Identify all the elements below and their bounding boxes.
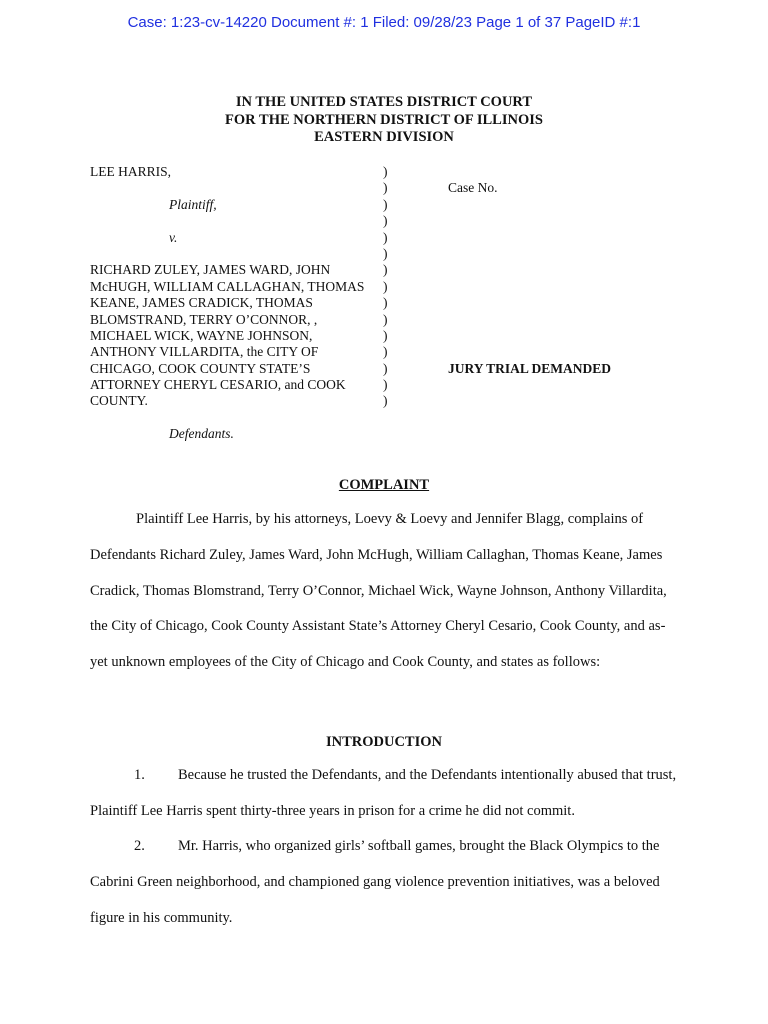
case-number-label: Case No. [448,180,498,195]
paren: ) [383,393,388,409]
paren: ) [383,278,388,294]
paren: ) [383,213,388,229]
paragraph-text: Mr. Harris, who organized girls’ softball games, brought the Black Olympics to the Cabrini Green neighborhood, and championed gang violence prevention initiatives, was a beloved figure in his community. [90,838,660,926]
paren: ) [383,377,388,393]
paren: ) [383,229,388,245]
defendant-line: CHICAGO, COOK COUNTY STATE’S [90,360,311,376]
court-line-3: EASTERN DIVISION [314,129,454,145]
defendant-line: KEANE, JAMES CRADICK, THOMAS [90,295,313,311]
party-block [90,164,380,410]
paren: ) [383,196,388,212]
defendants-role: Defendants. [169,426,234,441]
caption-parens [383,164,397,410]
defendant-line: ATTORNEY CHERYL CESARIO, and COOK [90,377,346,393]
paren: ) [383,311,388,327]
paren: ) [383,360,388,376]
numbered-paragraph [90,829,680,936]
paren: ) [383,262,388,278]
ecf-header: Case: 1:23-cv-14220 Document #: 1 Filed: 09/28/23 Page 1 of 37 PageID #:1 [127,14,641,31]
complaint-intro-paragraph: Plaintiff Lee Harris, by his attorneys, Loevy & Loevy and Jennifer Blagg, complains of Defendants Richard Zuley, James Ward, John McHugh, William Callaghan, Thomas Keane, James Cradick, Thomas Blomstrand, Terry O’Connor, Michael Wick, Wayne Johnson, Anthony Villardita, the City of Chicago, Cook County Assistant State’s Attorney Cheryl Cesario, Cook County, and as-yet unknown employees of the City of Chicago and Cook County, and states as follows: [90,511,667,671]
defendant-line: BLOMSTRAND, TERRY O’CONNOR, , [90,311,318,327]
paragraph-number: 1. [134,767,145,783]
case-caption [90,164,690,454]
plaintiff-name: LEE HARRIS, [90,164,171,179]
paren: ) [383,327,388,343]
paren: ) [383,344,388,360]
defendant-line: McHUGH, WILLIAM CALLAGHAN, THOMAS [90,278,365,294]
defendant-line: MICHAEL WICK, WAYNE JOHNSON, [90,327,313,343]
paren: ) [383,164,388,179]
paragraph-text: Because he trusted the Defendants, and the Defendants intentionally abused that trust, Plaintiff Lee Harris spent thirty-three years in prison for a crime he did not commit. [90,767,677,819]
complaint-title: COMPLAINT [338,477,430,493]
paren: ) [383,295,388,311]
defendant-line: RICHARD ZULEY, JAMES WARD, JOHN [90,262,331,278]
court-line-1: IN THE UNITED STATES DISTRICT COURT [235,94,533,110]
court-line-2: FOR THE NORTHERN DISTRICT OF ILLINOIS [225,111,543,128]
paren: ) [383,180,388,196]
plaintiff-role: Plaintiff, [169,196,217,212]
paren: ) [383,245,388,261]
introduction-title: INTRODUCTION [325,734,442,750]
versus: v. [169,229,178,245]
defendant-line: COUNTY. [90,393,148,409]
numbered-paragraph [90,758,680,830]
court-heading [0,94,768,147]
jury-trial-demand: JURY TRIAL DEMANDED [448,361,612,376]
paragraph-number: 2. [134,838,145,854]
defendant-line: ANTHONY VILLARDITA, the CITY OF [90,344,319,360]
